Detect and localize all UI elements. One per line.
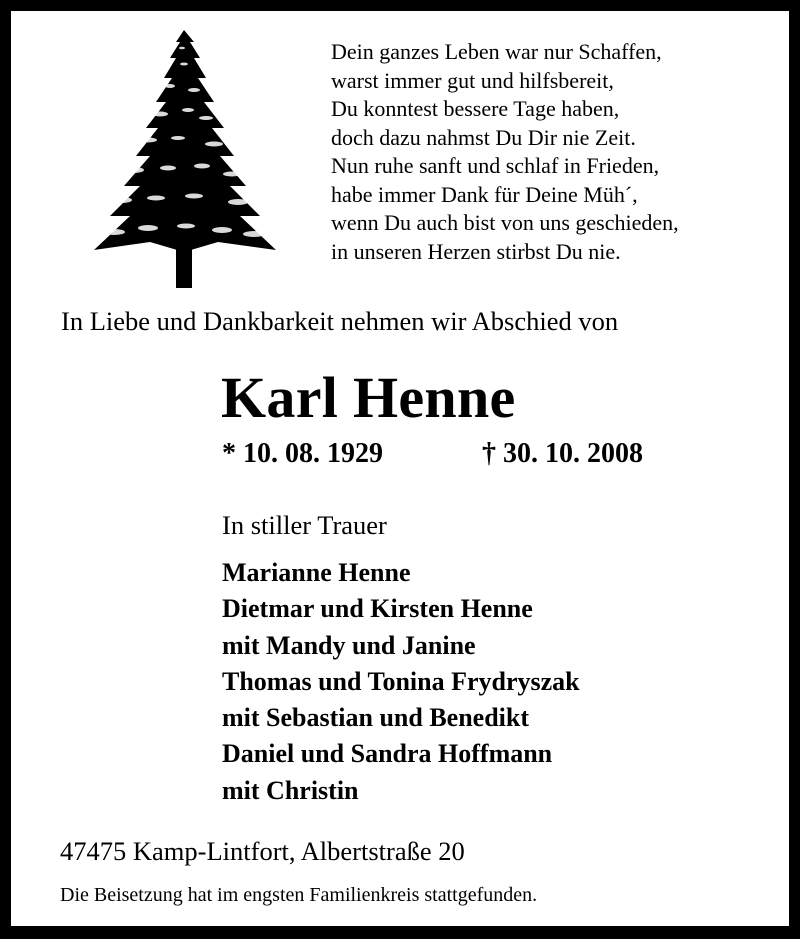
- poem-line: habe immer Dank für Deine Müh´,: [331, 181, 638, 207]
- mourner-line: mit Sebastian und Benedikt: [222, 703, 530, 733]
- family-address: 47475 Kamp-Lintfort, Albertstraße 20: [60, 836, 465, 866]
- mourner-line: Daniel und Sandra Hoffmann: [222, 739, 553, 769]
- birth-date: * 10. 08. 1929: [222, 438, 383, 469]
- poem-line: Nun ruhe sanft und schlaf in Frieden,: [331, 153, 660, 178]
- mourner-line: Thomas und Tonina Frydryszak: [222, 666, 580, 696]
- memorial-poem: [331, 38, 679, 266]
- farewell-intro: In Liebe und Dankbarkeit nehmen wir Abschied von: [61, 306, 619, 336]
- poem-line: doch dazu nahmst Du Dir nie Zeit.: [331, 124, 636, 150]
- mourner-line: mit Christin: [222, 775, 359, 805]
- mourner-line: Marianne Henne: [222, 558, 411, 587]
- mourner-line: Dietmar und Kirsten Henne: [222, 594, 533, 624]
- poem-line: in unseren Herzen stirbst Du nie.: [331, 238, 621, 264]
- poem-line: warst immer gut und hilfsbereit,: [331, 67, 614, 93]
- poem-line: wenn Du auch bist von uns geschieden,: [331, 210, 679, 235]
- mourning-label: In stiller Trauer: [222, 510, 387, 540]
- mourner-line: mit Mandy und Janine: [222, 630, 476, 660]
- mourners-list: [222, 555, 580, 809]
- poem-line: Dein ganzes Leben war nur Schaffen,: [331, 39, 662, 64]
- poem-line: Du konntest bessere Tage haben,: [331, 96, 620, 121]
- deceased-name: Karl Henne: [221, 365, 516, 430]
- death-date: † 30. 10. 2008: [482, 438, 643, 469]
- funeral-note: Die Beisetzung hat im engsten Familienkreis stattgefunden.: [60, 884, 538, 906]
- fir-tree-icon: [90, 28, 280, 290]
